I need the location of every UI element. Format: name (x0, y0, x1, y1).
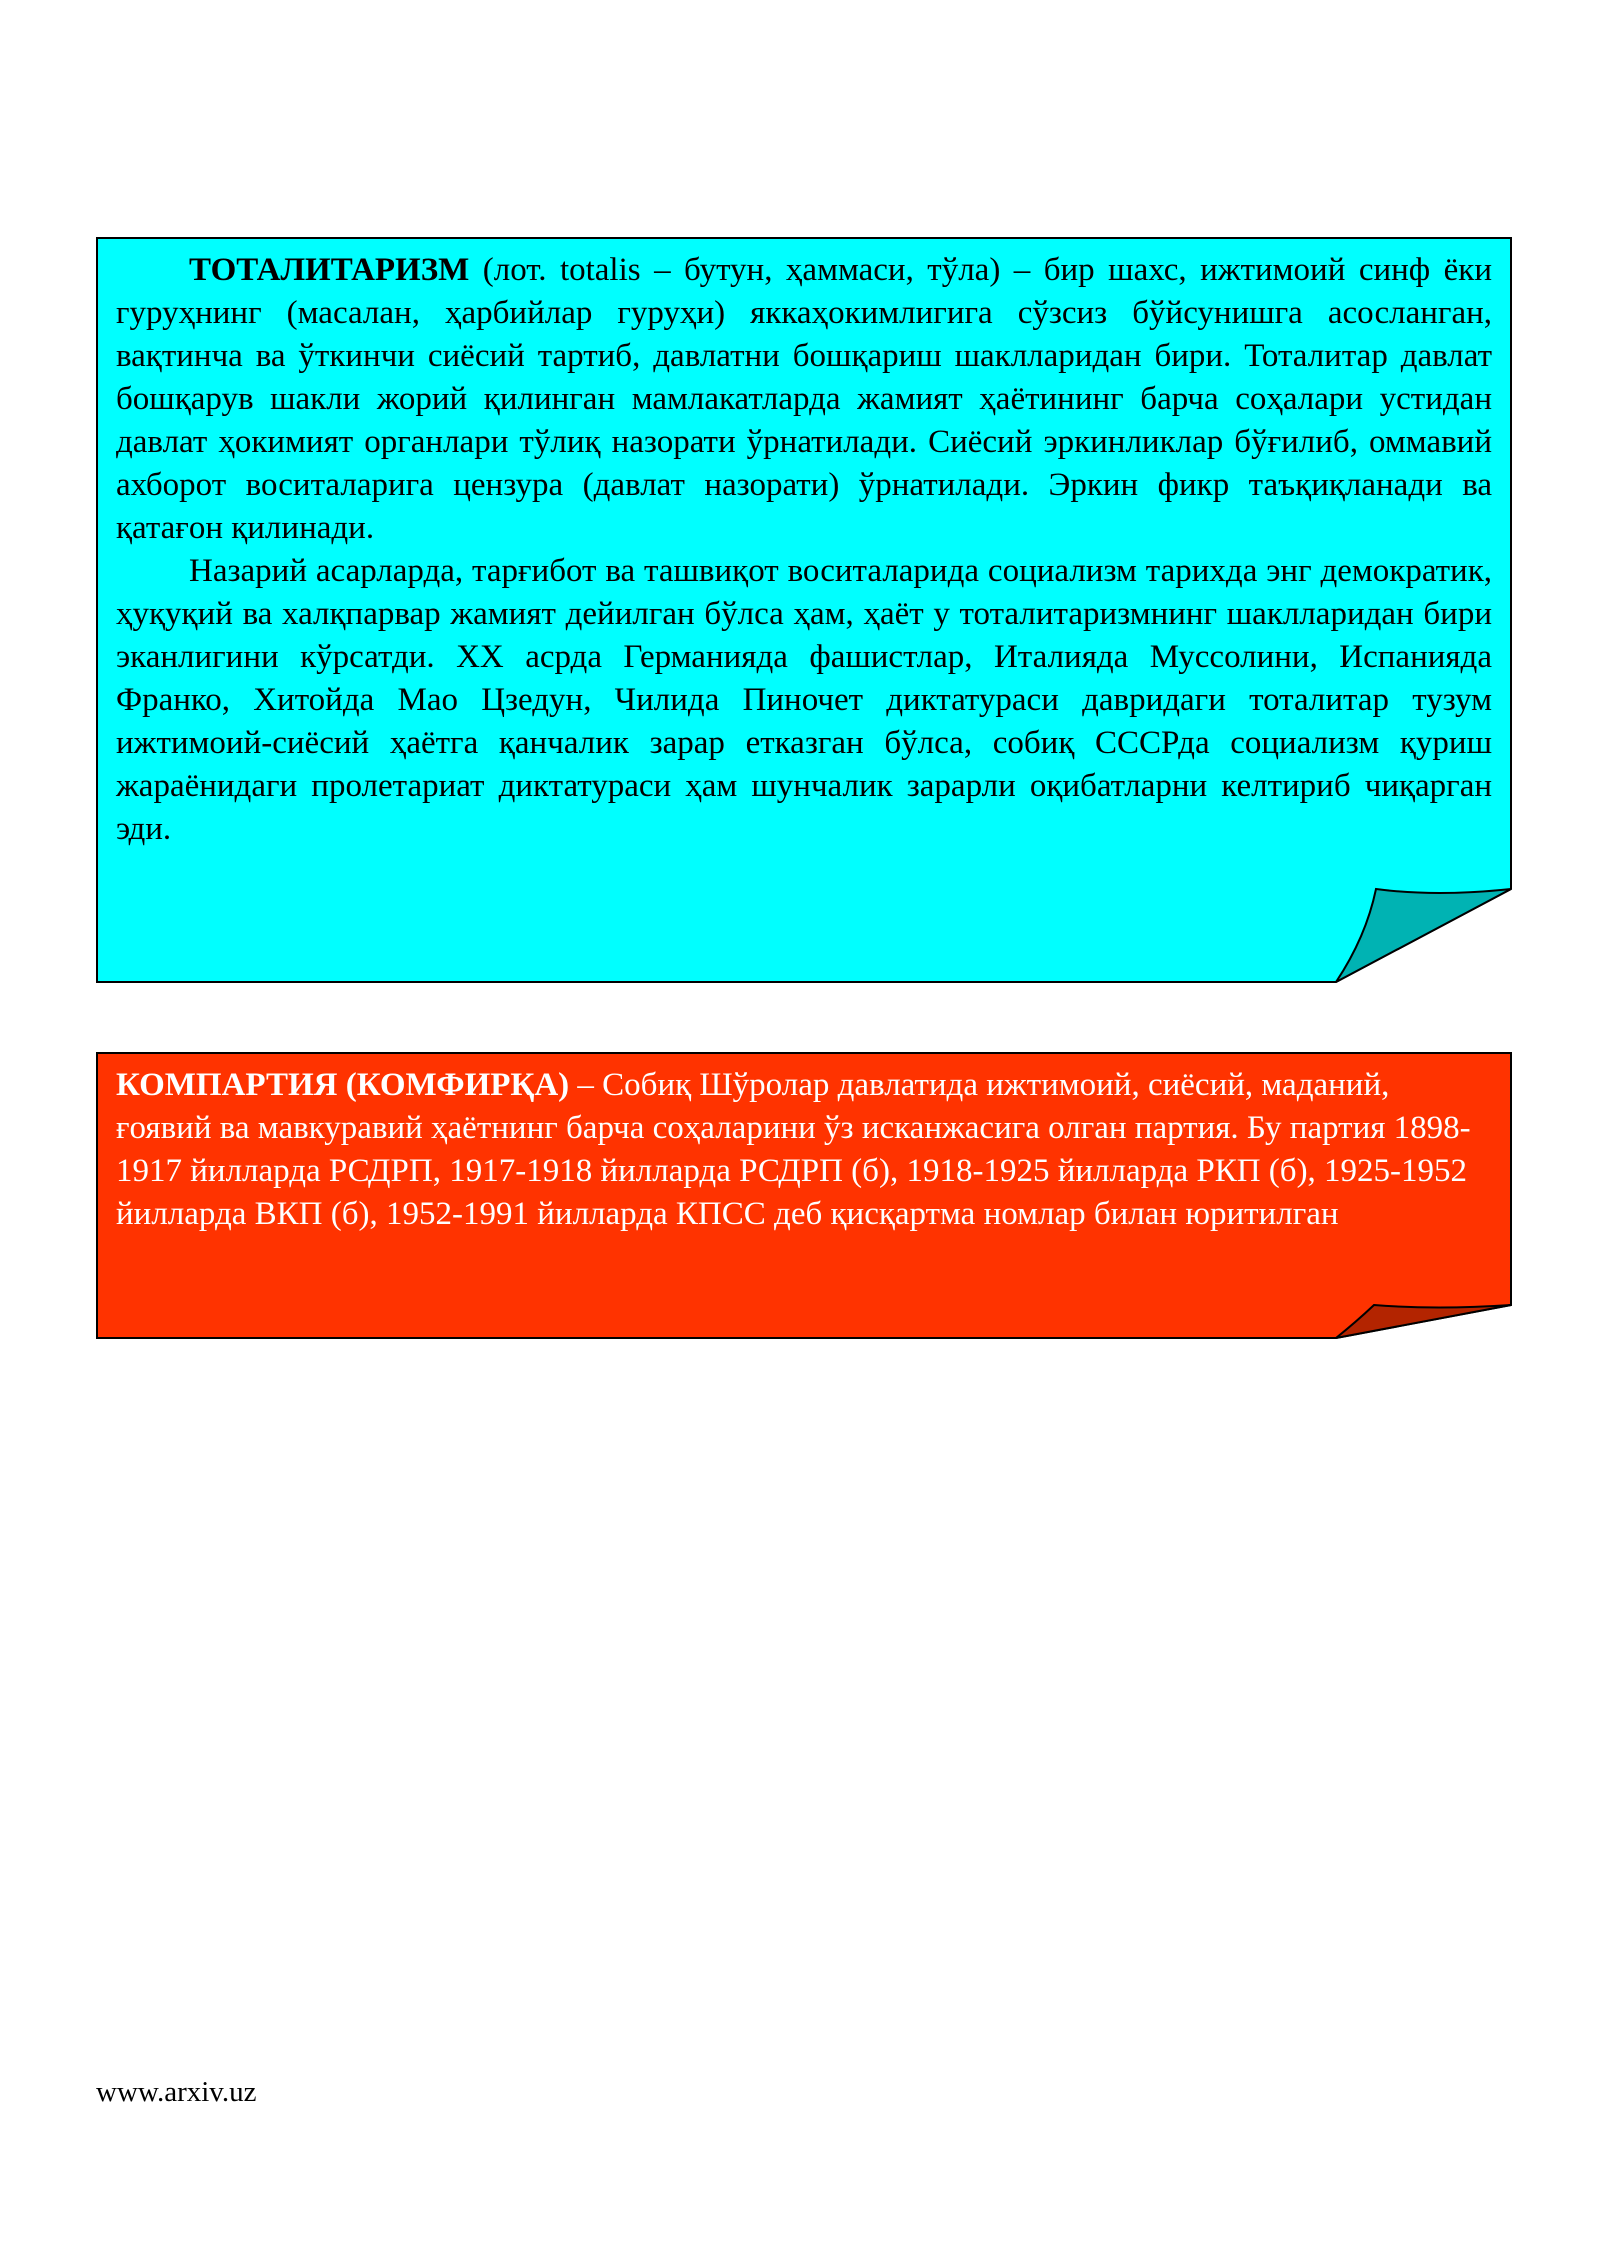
totalitarism-paragraph-1 (116, 249, 1492, 550)
totalitarism-paragraph-2: Назарий асарларда, тарғибот ва ташвиқот воситаларида социализм тарихда энг демократик, ҳуқуқий ва халқпарвар жамият дейилган бўлса ҳам, ҳаёт у тоталитаризмнинг шаклларидан бири эканлигини кўрсатди. ХХ асрда Германияда фашистлар, Италияда Муссолини, Испанияда Франко, Хитойда Мао Цзедун, Чилида Пиночет диктатураси давридаги тоталитар тузум ижтимоий-сиёсий ҳаётга қанчалик зарар етказган бўлса, собиқ СССРда социализм қуриш жараёнидаги пролетариат диктатураси ҳам шунчалик зарарли оқибатларни келтириб чиқарган эди. (116, 553, 1492, 847)
term-totalitarism: ТОТАЛИТАРИЗМ (189, 252, 470, 288)
communist-party-note (96, 1052, 1512, 1339)
communist-party-definition: – Собиқ Шўролар давлатида ижтимоий, сиёсий, маданий, ғоявий ва мавкуравий ҳаётнинг барча соҳаларини ўз исканжасига олган партия. Бу партия 1898-1917 йилларда РСДРП, 1917-1918 йилларда РСДРП (б), 1918-1925 йилларда РКП (б), 1925-1952 йилларда ВКП (б), 1952-1991 йилларда КПСС деб қисқартма номлар билан юритилган (116, 1067, 1471, 1232)
term-communist-party: КОМПАРТИЯ (КОМФИРҚА) (116, 1067, 570, 1103)
totalitarism-text (116, 249, 1492, 851)
totalitarism-definition: (лот. totalis – бутун, ҳаммаси, тўла) – бир шахс, ижтимоий синф ёки гуруҳнинг (масалан, ҳарбийлар гуруҳи) яккаҳокимлигига сўзсиз бўйсунишга асосланган, вақтинча ва ўткинчи сиёсий тартиб, давлатни бошқариш шаклларидан бири. Тоталитар давлат бошқарув шакли жорий қилинган мамлакатларда жамият ҳаётининг барча соҳалари устидан давлат ҳокимият органлари тўлиқ назорати ўрнатилади. Сиёсий эркинликлар бўғилиб, оммавий ахборот воситаларига цензура (давлат назорати) ўрнатилади. Эркин фикр таъқиқланади ва қатағон қилинади. (116, 252, 1492, 546)
totalitarism-note (96, 237, 1512, 983)
footer-site-link[interactable]: www.arxiv.uz (96, 2076, 257, 2108)
communist-party-text (116, 1064, 1482, 1236)
